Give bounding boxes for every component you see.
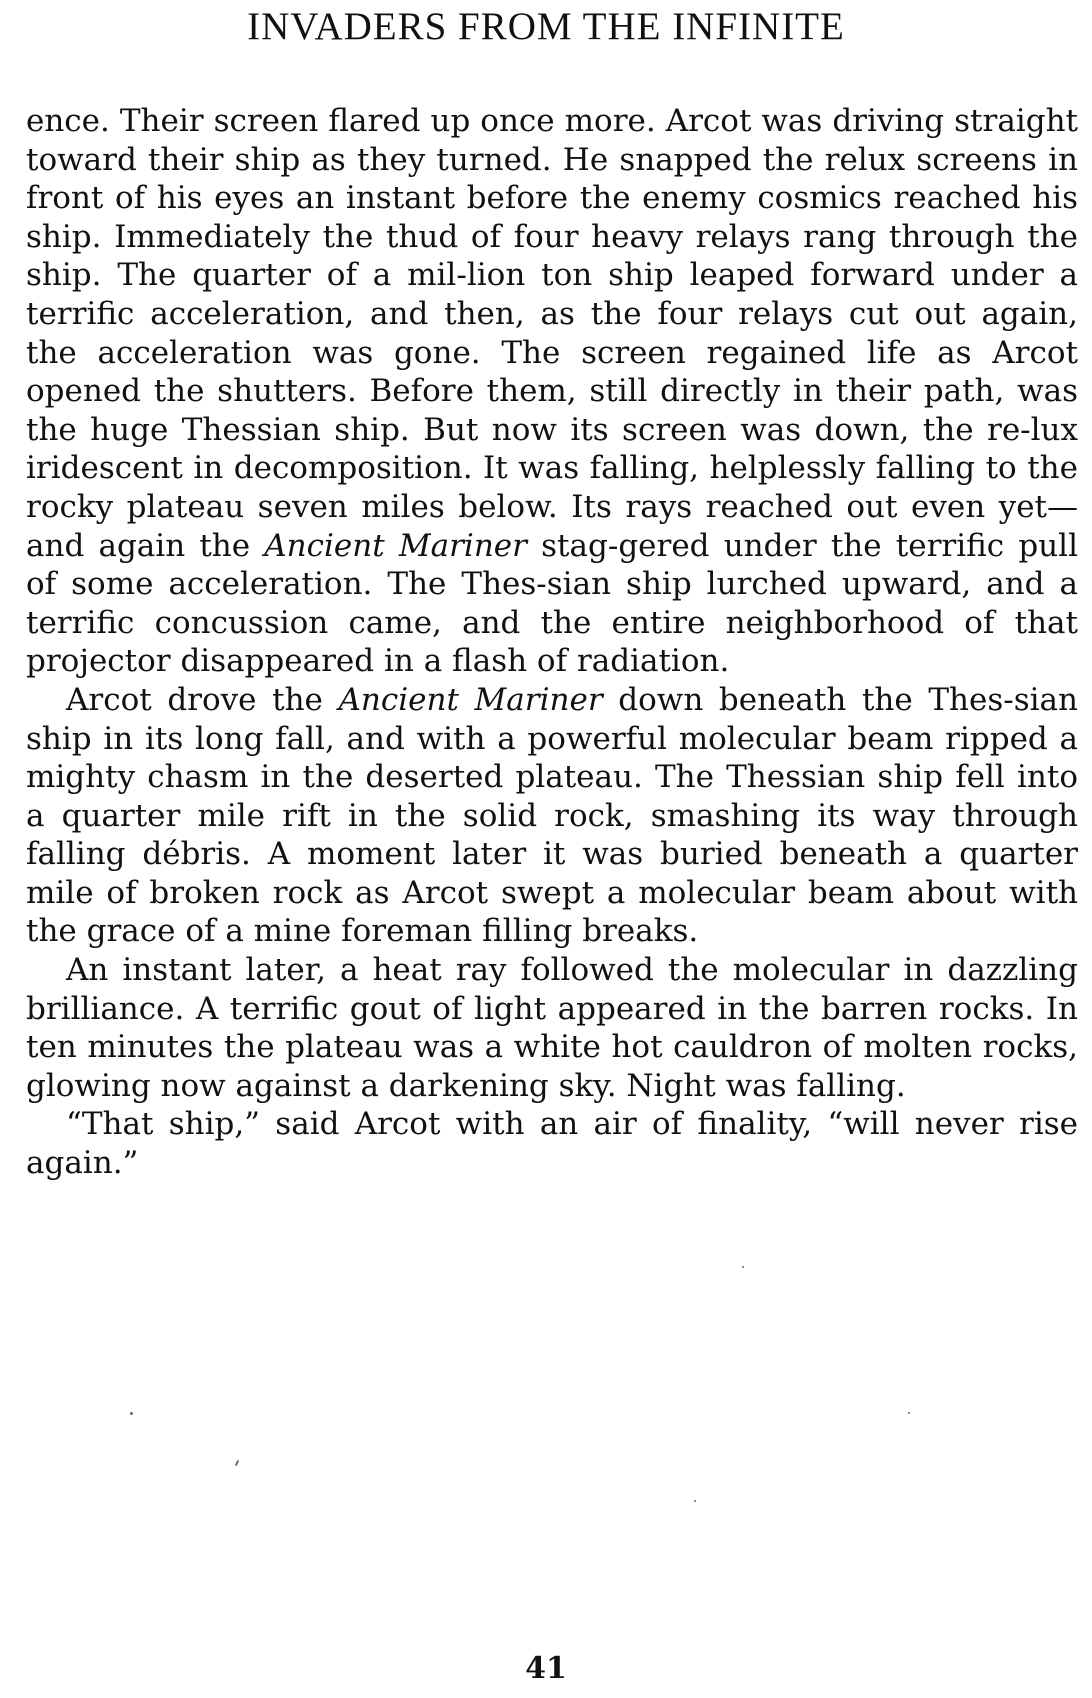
paragraph — [26, 1105, 1078, 1182]
text-segment: Arcot drove the — [66, 681, 339, 718]
paper-speck — [908, 1412, 910, 1414]
text-segment: “That ship,” said Arcot with an air of finality, “will never rise again.” — [26, 1106, 1078, 1182]
paragraph — [26, 951, 1078, 1105]
text-segment: stag-gered under the terrific pull of some acceleration. The Thes-sian ship lurched upward, and a terrific concussion came, and the entire neighborhood of that projector disappeared in a flash of radiation. — [26, 527, 1078, 680]
body-text — [26, 102, 1078, 1183]
paper-speck — [694, 1500, 696, 1502]
running-head: INVADERS FROM THE INFINITE — [247, 5, 845, 48]
paper-speck — [742, 1266, 744, 1268]
ship-name-italic: Ancient Mariner — [264, 527, 527, 564]
page-number: 41 — [525, 1651, 567, 1686]
paper-speck — [130, 1412, 133, 1415]
paragraph — [26, 102, 1078, 681]
ship-name-italic: Ancient Mariner — [338, 681, 603, 718]
text-segment: An instant later, a heat ray followed the molecular in dazzling brilliance. A terrific gout of light appeared in the barren rocks. In ten minutes the plateau was a white hot cauldron of molten rocks, glowing now against a darkening sky. Night was falling. — [26, 952, 1078, 1104]
paragraph — [26, 681, 1078, 951]
text-segment: down beneath the Thes-sian ship in its long fall, and with a powerful molecular beam ripped a mighty chasm in the deserted plateau. The Thessian ship fell into a quarter mile rift in the solid rock, smashing its way through falling débris. A moment later it was buried beneath a quarter mile of broken rock as Arcot swept a molecular beam about with the grace of a mine foreman filling breaks. — [26, 681, 1078, 950]
text-segment: ence. Their screen flared up once more. Arcot was driving straight toward their ship as they turned. He snapped the relux screens in front of his eyes an instant before the enemy cosmics reached his ship. Immediately the thud of four heavy relays rang through the ship. The quarter of a mil-lion ton ship leaped forward under a terrific acceleration, and then, as the four relays cut out again, the acceleration was gone. The screen regained life as Arcot opened the shutters. Before them, still directly in their path, was the huge Thessian ship. But now its screen was down, the re-lux iridescent in decomposition. It was falling, helplessly falling to the rocky plateau seven miles below. Its rays reached out even yet—and again the — [26, 103, 1078, 564]
paper-speck — [235, 1460, 239, 1466]
